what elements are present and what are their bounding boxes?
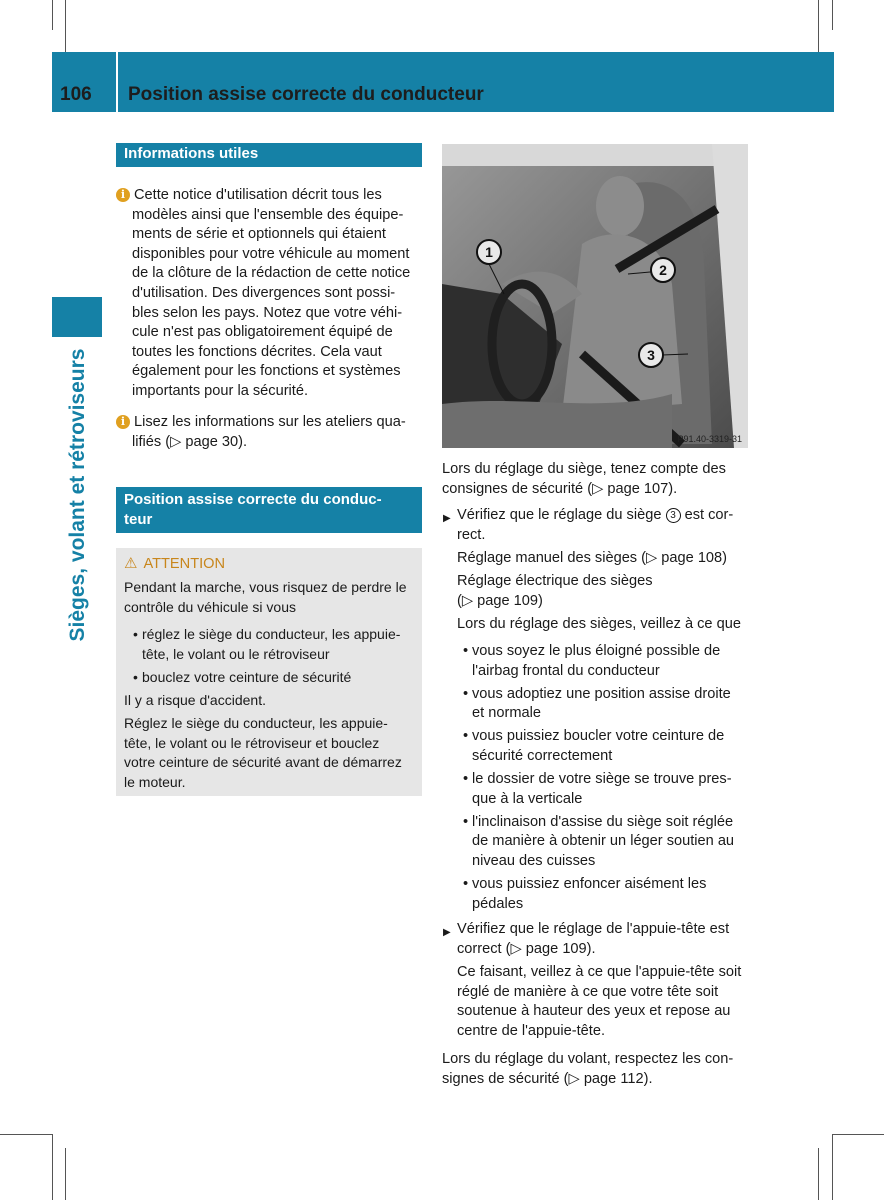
electric-seats <box>457 572 653 611</box>
text-line: de la clôture de la rédaction de cette notice <box>132 265 411 282</box>
text-line: • l'inclinaison d'assise du siège soit réglée <box>472 813 734 830</box>
crop-mark <box>832 1134 884 1135</box>
crop-mark <box>52 0 53 30</box>
callout-ref-3: 3 <box>666 508 681 523</box>
page-number: 106 <box>60 84 92 105</box>
text-line: niveau des cuisses <box>472 852 596 869</box>
warning-risk: Il y a risque d'accident. <box>124 692 266 708</box>
text-line: • vous adoptiez une position assise droite <box>472 685 731 702</box>
callout-3: 3 <box>638 342 664 368</box>
crop-mark <box>0 1134 52 1135</box>
list-item <box>472 642 752 681</box>
text-line: Lisez les informations sur les ateliers qua- <box>134 414 406 430</box>
info-icon: i <box>116 415 130 429</box>
chapter-label: Sièges, volant et rétroviseurs <box>66 348 89 642</box>
warning-intro <box>124 578 420 617</box>
text-line: cule n'est pas obligatoirement équipé de <box>132 324 393 341</box>
text-line: rect. <box>457 526 486 543</box>
text-line: et normale <box>472 705 541 722</box>
figure-code: P91.40-3319-31 <box>677 434 742 444</box>
text-line: Cette notice d'utilisation décrit tous les <box>134 187 382 203</box>
text-line: d'utilisation. Des divergences sont possi- <box>132 284 396 301</box>
text-line: (▷ page 109) <box>457 592 543 609</box>
crop-mark <box>65 1148 66 1200</box>
text-line: Réglage électrique des sièges <box>457 573 653 589</box>
header-divider <box>116 52 118 112</box>
seat-bullets <box>472 642 752 914</box>
headrest-detail <box>457 963 751 1041</box>
text-line: Vérifiez que le réglage du siège <box>457 507 662 523</box>
step-headrest <box>457 920 751 959</box>
text-line: correct (▷ page 109). <box>457 940 596 957</box>
text-line: importants pour la sécurité. <box>132 382 309 399</box>
seat-lead: Lors du réglage des sièges, veillez à ce que <box>457 616 741 632</box>
text-line: • le dossier de votre siège se trouve pres- <box>472 771 732 788</box>
section-heading-line: teur <box>124 511 153 528</box>
crop-mark <box>818 1148 819 1200</box>
warning-triangle-icon: ⚠ <box>124 555 138 572</box>
text-line: l'airbag frontal du conducteur <box>472 662 660 679</box>
seating-position-photo <box>442 144 748 448</box>
text-line: également pour les fonctions et systèmes <box>132 363 401 380</box>
callout-2: 2 <box>650 257 676 283</box>
right-intro <box>442 460 752 499</box>
section-heading-line: Position assise correcte du conduc- <box>124 491 382 508</box>
text-line: tête, le volant ou le rétroviseur et bouclez <box>124 734 380 751</box>
text-line: lifiés (▷ page 30). <box>132 433 248 450</box>
list-item <box>472 685 752 724</box>
text-line: Lors du réglage du volant, respectez les con- <box>442 1051 734 1067</box>
list-item <box>472 770 752 809</box>
text-line: modèles ainsi que l'ensemble des équipe- <box>132 206 404 223</box>
text-line: ▶ Vérifiez que le réglage de l'appuie-tête est <box>457 921 730 937</box>
text-line: tête, le volant ou le rétroviseur <box>142 645 330 662</box>
list-item <box>472 727 752 766</box>
list-item <box>142 668 422 688</box>
text-line: consignes de sécurité (▷ page 107). <box>442 480 678 497</box>
section-heading-info <box>116 143 422 167</box>
warning-bullets <box>142 625 422 688</box>
text-line: le moteur. <box>124 773 186 790</box>
crop-mark <box>818 0 819 52</box>
section-heading-position <box>116 487 422 533</box>
text-line: pédales <box>472 895 524 912</box>
text-line: Ce faisant, veillez à ce que l'appuie-tête soit <box>457 964 742 980</box>
info-paragraph-1 <box>116 186 426 402</box>
step-seat-adjust <box>457 506 751 545</box>
text-line: signes de sécurité (▷ page 112). <box>442 1070 653 1087</box>
crop-mark <box>832 0 833 30</box>
info-icon: i <box>116 188 130 202</box>
warning-title <box>124 554 225 572</box>
text-line: de manière à obtenir un léger soutien au <box>472 833 735 850</box>
manual-seats: Réglage manuel des sièges (▷ page 108) <box>457 550 728 566</box>
list-item <box>142 625 422 664</box>
text-line: est cor- <box>684 507 734 523</box>
closing-paragraph <box>442 1050 752 1089</box>
text-line: contrôle du véhicule si vous <box>124 598 296 615</box>
crop-mark <box>65 0 66 52</box>
text-line: disponibles pour votre véhicule au moment <box>132 245 410 262</box>
text-line: • vous puissiez enfoncer aisément les <box>472 876 707 893</box>
list-item <box>472 875 752 914</box>
text-line: bles selon les pays. Notez que votre véhi- <box>132 304 403 321</box>
text-line: toutes les fonctions décrites. Cela vaut <box>132 343 382 360</box>
text-line: Lors du réglage du siège, tenez compte des <box>442 461 726 477</box>
text-line: que à la verticale <box>472 790 583 807</box>
callout-1: 1 <box>476 239 502 265</box>
text-line: Pendant la marche, vous risquez de perdre le <box>124 579 407 595</box>
info-paragraph-2 <box>116 413 426 452</box>
text-line: • vous soyez le plus éloigné possible de <box>472 643 721 659</box>
list-item <box>472 813 752 872</box>
text-line: ments de série et optionnels qui étaient <box>132 226 386 243</box>
warning-title-text: ATTENTION <box>143 556 226 572</box>
text-line: soutenue à hauteur des yeux et repose au <box>457 1003 731 1020</box>
text-line: Réglez le siège du conducteur, les appuie- <box>124 715 388 731</box>
section-heading-info-text: Informations utiles <box>124 145 259 162</box>
text-line: • vous puissiez boucler votre ceinture de <box>472 728 725 745</box>
photo-illustration <box>442 144 748 448</box>
text-line: • bouclez votre ceinture de sécurité <box>142 669 352 686</box>
chapter-tab <box>52 297 102 337</box>
warning-advice <box>124 714 420 792</box>
crop-mark <box>52 1134 53 1200</box>
crop-mark <box>832 1134 833 1200</box>
text-line: sécurité correctement <box>472 747 613 764</box>
text-line: • réglez le siège du conducteur, les appuie- <box>142 626 401 642</box>
text-line: votre ceinture de sécurité avant de démarrez <box>124 754 402 771</box>
text-line: centre de l'appuie-tête. <box>457 1022 606 1039</box>
page-title: Position assise correcte du conducteur <box>128 84 484 105</box>
text-line: réglé de manière à ce que votre tête soit <box>457 983 719 1000</box>
